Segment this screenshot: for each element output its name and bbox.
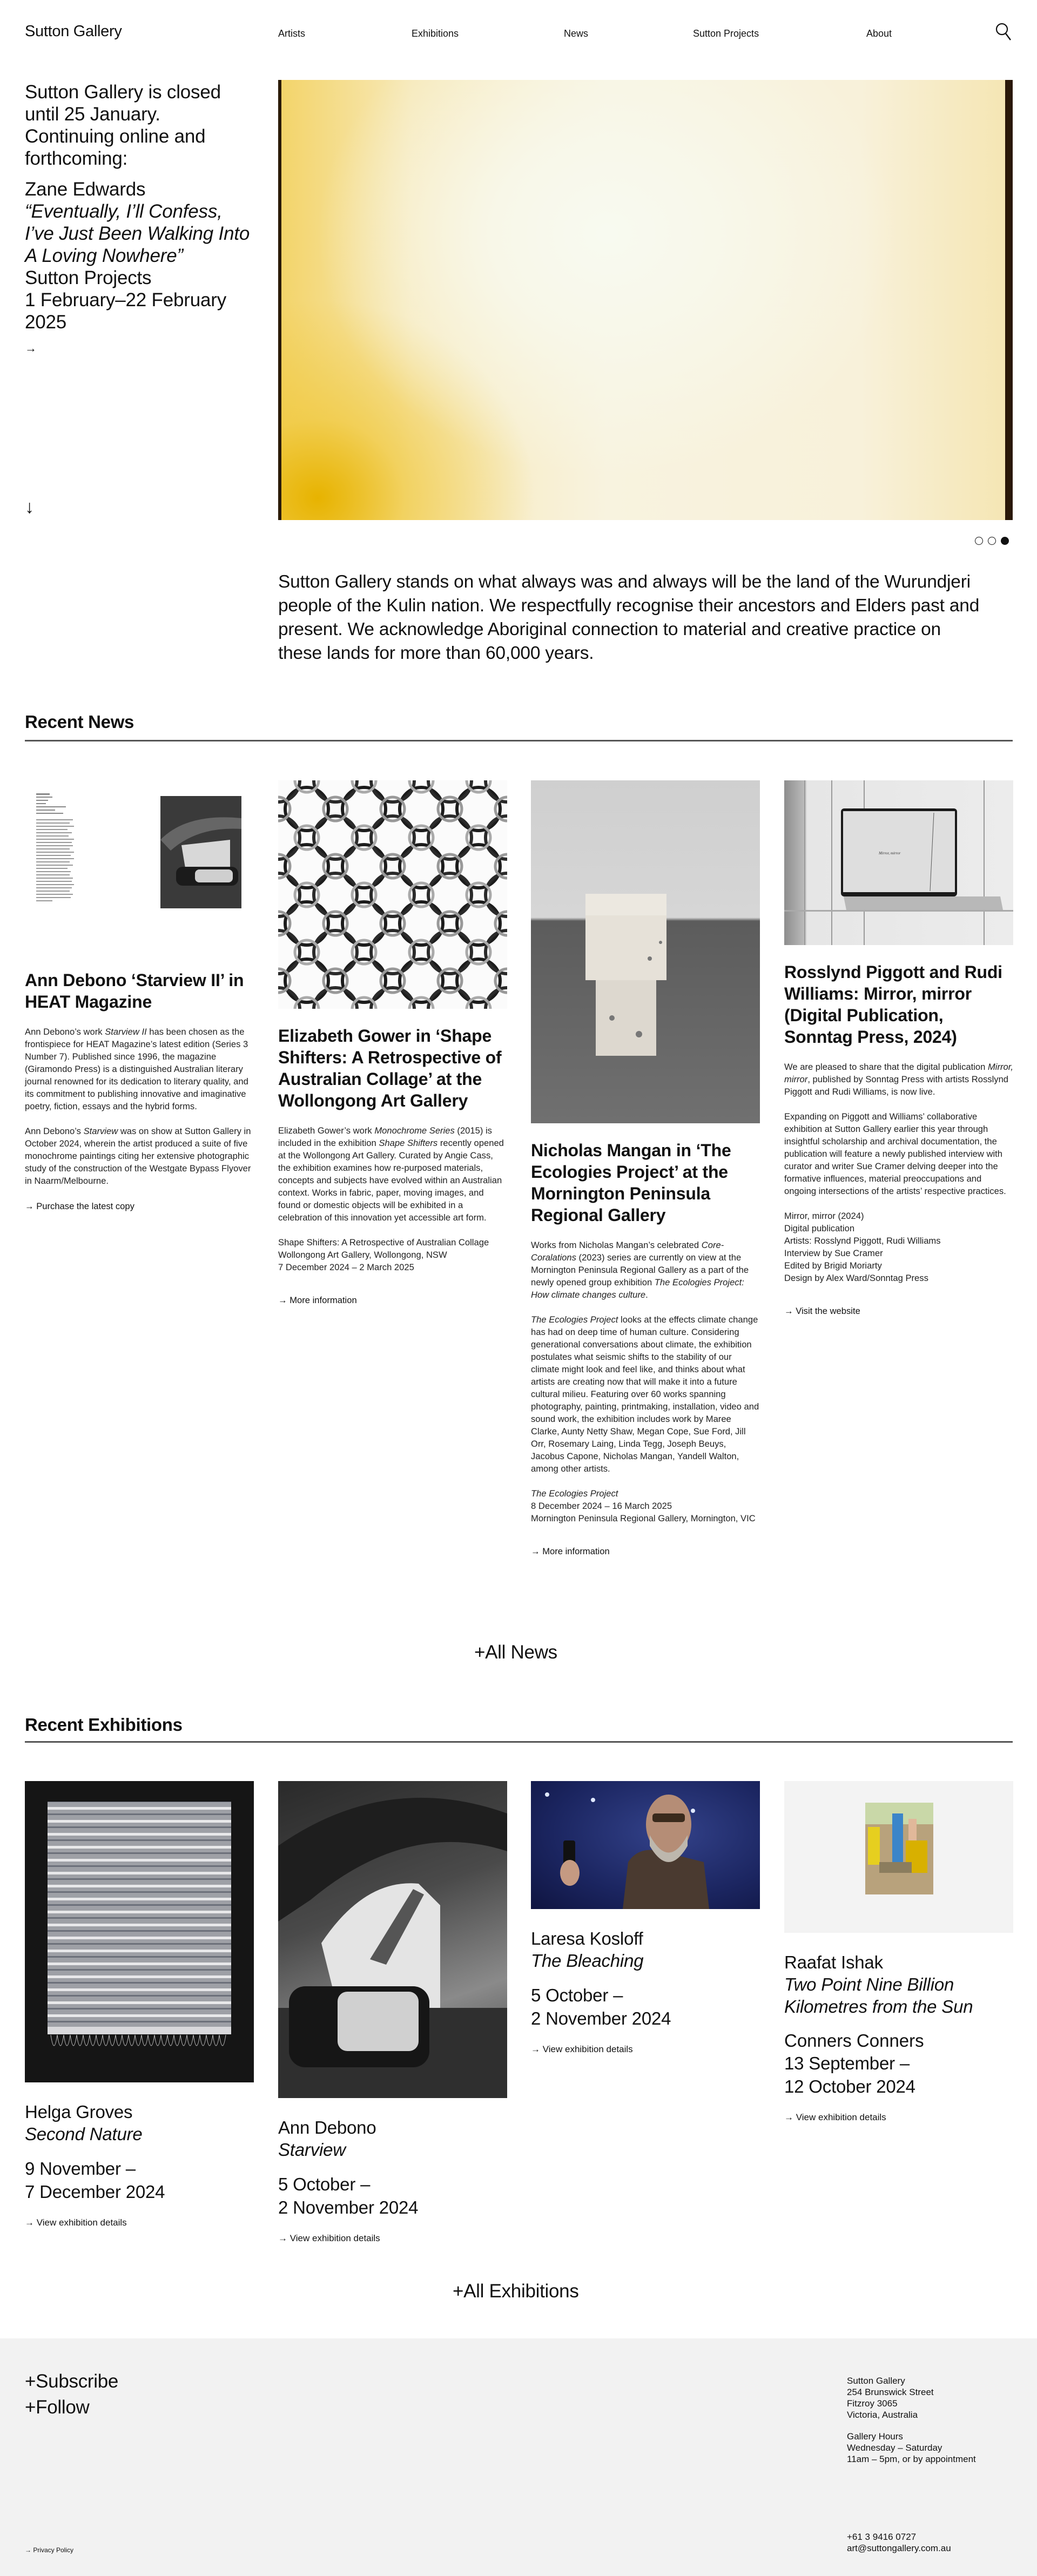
search-icon[interactable] [995, 23, 1012, 41]
subscribe-link[interactable]: +Subscribe [25, 2371, 119, 2392]
news-body [784, 1061, 1013, 1284]
carousel-dot-1[interactable] [975, 537, 983, 545]
address-line: 254 Brunswick Street [847, 2387, 934, 2397]
gallery-address [847, 2375, 934, 2420]
hours-heading: Gallery Hours [847, 2431, 903, 2442]
exhibition-card [25, 1781, 254, 2228]
news-card [25, 780, 254, 1212]
purchase-latest-copy-link[interactable]: → Purchase the latest copy [25, 1201, 134, 1211]
exhibition-card [531, 1781, 760, 2055]
exhibition-image-two-point-nine-billion[interactable] [784, 1781, 1013, 1933]
exhibition-card [784, 1781, 1013, 2123]
exhibition-card [278, 1781, 507, 2244]
view-exhibition-details-link[interactable]: → View exhibition details [278, 2233, 380, 2243]
divider [25, 1741, 1013, 1743]
exhibition-title[interactable]: Two Point Nine Billion Kilometres from the Sun [784, 1974, 973, 2017]
news-title[interactable]: Rosslynd Piggott and Rudi Williams: Mirror, mirror (Digital Publication, Sonntag Press, 2024) [784, 962, 1002, 1047]
phone-link[interactable]: +61 3 9416 0727 [847, 2532, 917, 2542]
exhibition-dates [278, 2173, 507, 2219]
news-image-monochrome-series[interactable] [278, 780, 507, 1009]
news-body [531, 1239, 760, 1525]
scroll-down-arrow-icon[interactable]: ↓ [25, 497, 34, 517]
closure-notice [25, 81, 252, 333]
news-card [531, 780, 760, 1557]
nav-exhibitions[interactable]: Exhibitions [412, 28, 459, 39]
news-paragraph: Ann Debono’s Starview was on show at Sutton Gallery in October 2024, wherein the artist produced a suite of five monochrome paintings citing her extensive photographic study of the construction of the Westgate Bypass Flyover in Naarm/Melbourne. [25, 1126, 251, 1186]
svg-text:Mirror, mirror: Mirror, mirror [879, 851, 901, 855]
exhibition-end-date: 2 November 2024 [531, 2008, 671, 2028]
featured-dates: 1 February–22 February 2025 [25, 289, 227, 333]
exhibition-start-date: 5 October – [531, 1985, 623, 2005]
nav-sutton-projects[interactable]: Sutton Projects [693, 28, 759, 39]
exhibition-image-starview[interactable] [278, 1781, 507, 2098]
exhibition-artist[interactable]: Helga Groves [25, 2102, 133, 2122]
news-paragraph: We are pleased to share that the digital publication Mirror, mirror, published by Sonntag Press with artists Rosslynd Piggott and Rudi Williams, is now live. [784, 1062, 1013, 1097]
view-exhibition-details-link[interactable]: → View exhibition details [784, 2112, 886, 2122]
exhibition-start-date: 5 October – [278, 2174, 371, 2194]
exhibition-end-date: 7 December 2024 [25, 2182, 165, 2202]
news-paragraph: Shape Shifters: A Retrospective of Australian Collage Wollongong Art Gallery, Wollongong, NSW 7 December 2024 – 2 March 2025 [278, 1237, 489, 1272]
address-line: Fitzroy 3065 [847, 2398, 898, 2409]
news-body [278, 1124, 507, 1273]
news-card [278, 780, 507, 1306]
exhibition-dates [531, 1984, 760, 2030]
recent-exhibitions-heading: Recent Exhibitions [25, 1715, 183, 1735]
carousel-dot-3-active[interactable] [1001, 537, 1009, 545]
more-information-link[interactable]: → More information [278, 1295, 357, 1305]
news-paragraph: The Ecologies Project 8 December 2024 – 16 March 2025 Mornington Peninsula Regional Gallery, Mornington, VIC [531, 1488, 756, 1523]
featured-arrow-link[interactable]: → [25, 341, 37, 355]
nav-artists[interactable]: Artists [278, 28, 306, 39]
all-news-link[interactable]: +All News [474, 1642, 557, 1663]
news-paragraph: Mirror, mirror (2024) Digital publication Artists: Rosslynd Piggott, Rudi Williams Interview by Sue Cramer Edited by Brigid Moriarty Design by Alex Ward/Sonntag Press [784, 1211, 941, 1283]
email-link[interactable]: art@suttongallery.com.au [847, 2543, 951, 2553]
acknowledgement-of-country: Sutton Gallery stands on what always was and always will be the land of the Wurundjeri people of the Kulin nation. We respectfully recognise their ancestors and Elders past and present. We acknowledge Aboriginal connection to material and creative practice on these lands for more than 60,000 years. [278, 572, 980, 663]
news-title[interactable]: Nicholas Mangan in ‘The Ecologies Project’ at the Mornington Peninsula Regional Gallery [531, 1141, 731, 1225]
hours-days: Wednesday – Saturday [847, 2443, 942, 2453]
exhibition-artist[interactable]: Ann Debono [278, 2118, 376, 2137]
news-paragraph: Ann Debono’s work Starview II has been chosen as the frontispiece for HEAT Magazine’s latest edition (Series 3 Number 7). Published since 1996, the magazine (Giramondo Press) is a distinguished Australian literary journal renowned for its dedication to literary quality, and its commitment to publishing innovative and imaginative poetry, fiction, essays and the hybrid forms. [25, 1027, 248, 1111]
visit-website-link[interactable]: → Visit the website [784, 1306, 860, 1316]
gallery-contact [847, 2531, 951, 2554]
news-body [25, 1026, 254, 1187]
news-title[interactable]: Elizabeth Gower in ‘Shape Shifters: A Retrospective of Australian Collage’ at the Wollongong Art Gallery [278, 1026, 502, 1110]
exhibition-artist[interactable]: Laresa Kosloff [531, 1928, 643, 1948]
news-image-mirror-mirror[interactable] [784, 780, 1013, 945]
more-information-link[interactable]: → More information [531, 1546, 610, 1556]
exhibition-title[interactable]: The Bleaching [531, 1951, 644, 1971]
exhibition-artist[interactable]: Raafat Ishak [784, 1952, 883, 1972]
exhibition-image-the-bleaching[interactable] [531, 1781, 760, 1909]
exhibition-end-date: 2 November 2024 [278, 2197, 419, 2217]
exhibition-end-date: 12 October 2024 [784, 2076, 915, 2096]
recent-news-heading: Recent News [25, 712, 134, 732]
news-card [784, 780, 1013, 1317]
exhibition-venue: Conners Conners [784, 2031, 924, 2051]
address-line: Victoria, Australia [847, 2410, 918, 2420]
news-paragraph: Expanding on Piggott and Williams’ collaborative exhibition at Sutton Gallery earlier this year through insightful scholarship and archival documentation, the publication will feature a newly published interview with curator and writer Sue Cramer delving deeper into the formative influences, material preoccupations and ongoing intersections of the artists’ respective practices. [784, 1111, 1006, 1196]
featured-title: “Eventually, I’ll Confess, I’ve Just Been Walking Into A Loving Nowhere” [25, 201, 250, 266]
exhibition-dates [784, 2052, 1013, 2098]
hours-times: 11am – 5pm, or by appointment [847, 2454, 976, 2464]
address-line: Sutton Gallery [847, 2376, 905, 2386]
privacy-policy-link[interactable]: → Privacy Policy [25, 2546, 74, 2554]
view-exhibition-details-link[interactable]: → View exhibition details [25, 2217, 127, 2228]
news-image-heat-magazine[interactable] [25, 780, 254, 953]
view-exhibition-details-link[interactable]: → View exhibition details [531, 2044, 633, 2054]
exhibition-image-second-nature[interactable] [25, 1781, 254, 2082]
follow-link[interactable]: +Follow [25, 2397, 90, 2418]
news-title[interactable]: Ann Debono ‘Starview II’ in HEAT Magazine [25, 970, 244, 1011]
exhibition-dates [25, 2157, 254, 2203]
carousel-dots [975, 537, 1009, 545]
notice-text: Sutton Gallery is closed until 25 January. Continuing online and forthcoming: [25, 82, 221, 169]
featured-venue: Sutton Projects [25, 267, 152, 288]
news-image-core-coralations[interactable] [531, 780, 760, 1123]
nav-news[interactable]: News [564, 28, 589, 39]
nav-about[interactable]: About [866, 28, 892, 39]
featured-artist: Zane Edwards [25, 179, 146, 200]
all-exhibitions-link[interactable]: +All Exhibitions [453, 2281, 579, 2302]
hero-image[interactable] [278, 80, 1013, 520]
exhibition-title[interactable]: Starview [278, 2140, 346, 2160]
divider [25, 740, 1013, 741]
site-header [0, 0, 1037, 65]
site-footer [0, 2338, 1037, 2576]
news-paragraph: The Ecologies Project looks at the effects climate change has had on deep time of human culture. Considering generational conversations about climate, the exhibition postulates what seismic shifts to the stability of our climate might look and feel like, and thinks about what artists are creating now that will make it into a future cultural milieu. Featuring over 60 works spanning photography, painting, printmaking, installation, video and sound work, the exhibition includes work by Maree Clarke, Aunty Netty Shaw, Megan Cope, Sue Ford, Jill Orr, Rosemary Laing, Linda Tegg, Joseph Beuys, Jacobus Capone, Nicholas Mangan, Yandell Walton, among other artists. [531, 1314, 759, 1474]
exhibition-start-date: 9 November – [25, 2159, 136, 2179]
news-paragraph: Works from Nicholas Mangan’s celebrated Core-Coralations (2023) series are currently on view at the Mornington Peninsula Regional Gallery as a part of the newly opened group exhibition The Ecologies Project: How climate changes culture. [531, 1240, 749, 1300]
exhibition-start-date: 13 September – [784, 2053, 910, 2073]
carousel-dot-2[interactable] [988, 537, 996, 545]
gallery-hours [847, 2431, 976, 2465]
exhibition-title[interactable]: Second Nature [25, 2124, 143, 2144]
site-logo[interactable]: Sutton Gallery [25, 23, 122, 40]
news-paragraph: Elizabeth Gower’s work Monochrome Series (2015) is included in the exhibition Shape Shifters recently opened at the Wollongong Art Gallery. Curated by Angie Cass, the exhibition examines how re-purposed materials, concepts and subjects have evolved within an Australian context. Works in fabric, paper, moving images, and found or domestic objects will be exhibited in a celebration of this innovation yet accessible art form. [278, 1125, 504, 1223]
